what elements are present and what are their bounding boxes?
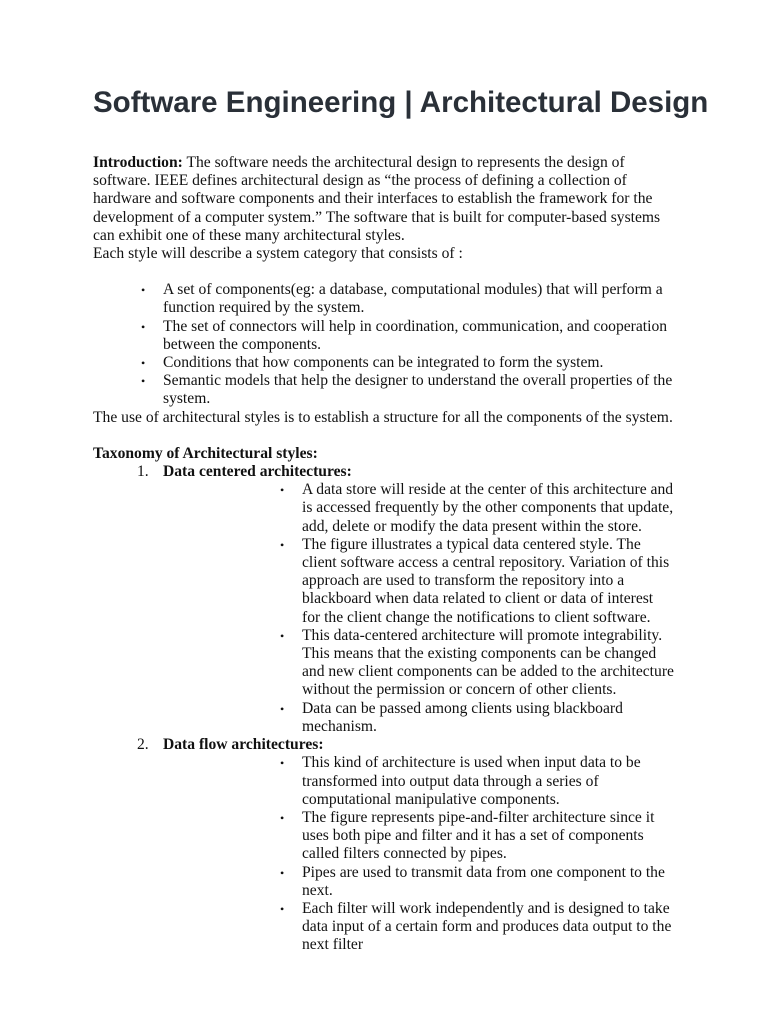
list-item: • The figure represents pipe-and-filter architecture since it uses both pipe and filter and it has a set of components called filters connected by pipes. — [302, 809, 675, 864]
taxonomy-title: Data centered architectures: — [163, 463, 352, 481]
list-item: • Pipes are used to transmit data from one component to the next. — [302, 864, 675, 900]
intro-label: Introduction: — [93, 154, 183, 171]
taxonomy-number: 2. — [137, 736, 149, 754]
taxonomy-heading — [93, 445, 675, 463]
taxonomy-item — [137, 463, 675, 736]
taxonomy-item — [137, 736, 675, 954]
list-item: • Data can be passed among clients using blackboard mechanism. — [302, 700, 675, 736]
list-item: • The figure illustrates a typical data centered style. The client software access a central repository. Variation of this approach are used to transform the repository into a blackboard when data related to client or data of interest for the client change the notifications to client software. — [302, 536, 675, 627]
list-item: • Semantic models that help the designer to understand the overall properties of the system. — [163, 372, 675, 408]
list-item: • Conditions that how components can be integrated to form the system. — [163, 354, 675, 372]
page-title: Software Engineering | Architectural Design — [93, 86, 709, 119]
taxonomy-sublist — [163, 481, 675, 736]
taxonomy-heading-text: Taxonomy of Architectural styles: — [93, 444, 318, 462]
intro-paragraph — [93, 154, 675, 245]
list-item: • This data-centered architecture will promote integrability. This means that the existing components can be changed and new client components can be added to the architecture without the permission or concern of other clients. — [302, 627, 675, 700]
list-item: • A set of components(eg: a database, computational modules) that will perform a function required by the system. — [163, 281, 675, 317]
taxonomy-list — [93, 463, 675, 954]
list-item: • This kind of architecture is used when input data to be transformed into output data through a series of computational manipulative components. — [302, 754, 675, 809]
taxonomy-title: Data flow architectures: — [163, 736, 324, 754]
use-paragraph: The use of architectural styles is to establish a structure for all the components of the system. — [93, 408, 673, 426]
intro-text: The software needs the architectural design to represents the design of software. IEEE defines architectural design as “the process of defining a collection of hardware and software components and their interfaces to establish the framework for the development of a computer system.” The software that is built for computer-based systems can exhibit one of these many architectural styles. — [93, 154, 661, 244]
taxonomy-number: 1. — [137, 463, 149, 481]
list-item: • The set of connectors will help in coordination, communication, and cooperation between the components. — [163, 318, 675, 354]
style-intro: Each style will describe a system category that consists of : — [93, 245, 463, 263]
document-body — [93, 154, 675, 955]
style-list — [93, 281, 675, 408]
taxonomy-sublist — [163, 754, 675, 954]
list-item: • A data store will reside at the center of this architecture and is accessed frequently by the other components that update, add, delete or modify the data present within the store. — [302, 481, 675, 536]
list-item: • Each filter will work independently and is designed to take data input of a certain form and produces data output to the next filter — [302, 900, 675, 955]
